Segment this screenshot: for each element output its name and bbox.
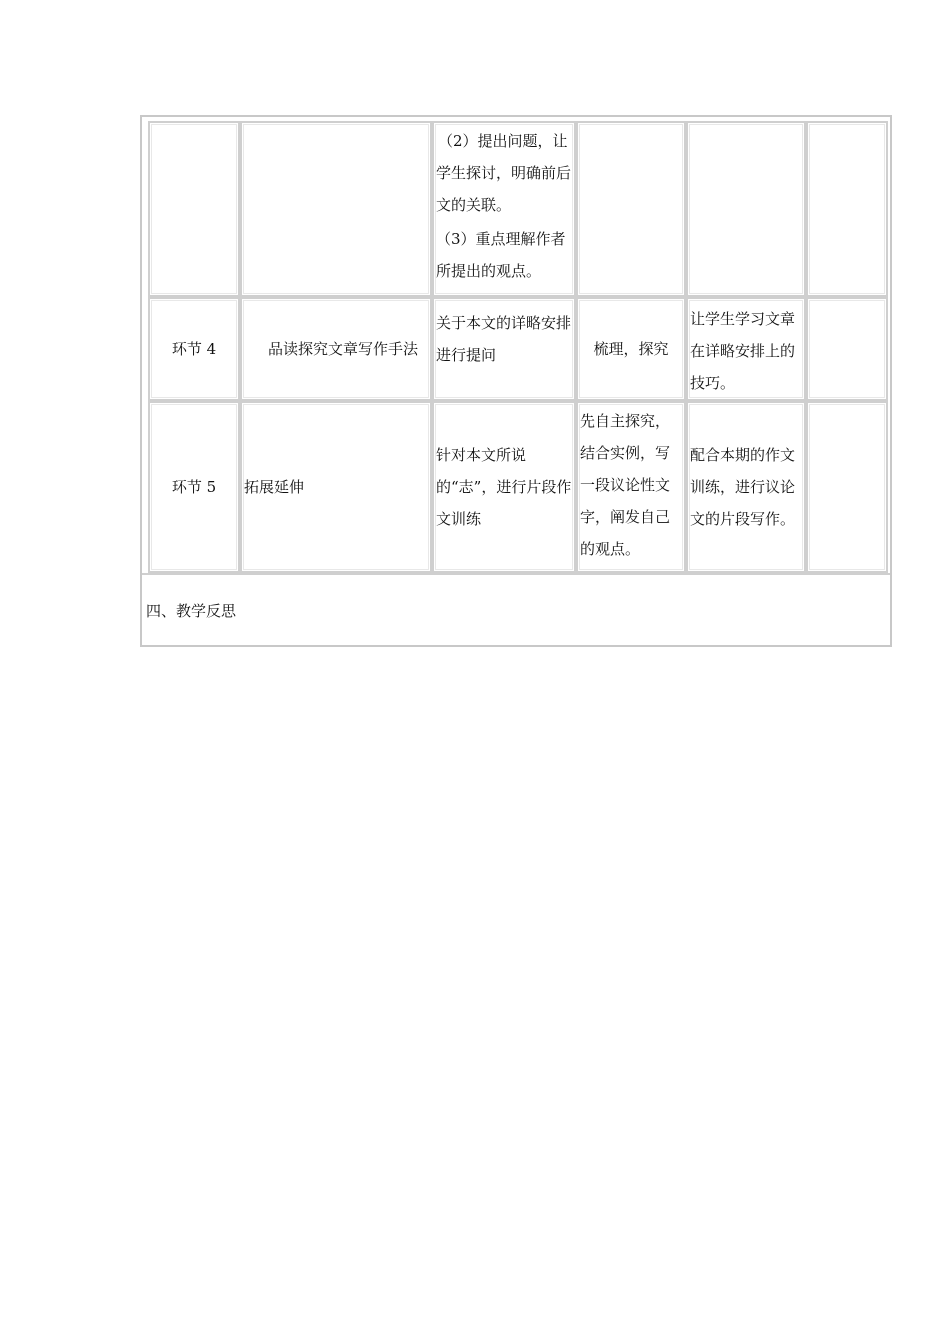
table-cell-empty bbox=[806, 401, 888, 573]
teacher-activity-cell bbox=[432, 401, 576, 573]
stage-label: 环节 5 bbox=[171, 478, 217, 496]
table-cell-empty bbox=[806, 121, 888, 297]
table-cell-empty bbox=[806, 297, 888, 401]
teacher-activity-item: （3）重点理解作者所提出的观点。 bbox=[436, 230, 566, 280]
lesson-plan-table bbox=[140, 115, 892, 647]
table-cell-empty bbox=[240, 121, 432, 297]
reflection-row bbox=[142, 573, 890, 645]
intent-text: 让学生学习文章在详略安排上的技巧。 bbox=[690, 310, 796, 392]
stage-cell bbox=[148, 297, 240, 401]
teacher-activity-text: 关于本文的详略安排进行提问 bbox=[436, 314, 572, 364]
content-cell bbox=[240, 401, 432, 573]
intent-cell bbox=[686, 401, 806, 573]
table-cell-empty bbox=[686, 121, 806, 297]
table-cell-empty bbox=[148, 121, 240, 297]
student-activity-cell bbox=[576, 297, 686, 401]
intent-cell bbox=[686, 297, 806, 401]
content-cell bbox=[240, 297, 432, 401]
student-activity-cell bbox=[576, 401, 686, 573]
content-label: 品读探究文章写作手法 bbox=[267, 340, 418, 358]
section-title: 四、教学反思 bbox=[146, 602, 237, 620]
stage-cell bbox=[148, 401, 240, 573]
teacher-activity-text: 针对本文所说的“志”，进行片段作文训练 bbox=[436, 446, 572, 528]
student-activity-text: 梳理，探究 bbox=[593, 340, 669, 358]
table-cell-empty bbox=[576, 121, 686, 297]
teacher-activity-item: （2）提出问题，让学生探讨，明确前后文的关联。 bbox=[436, 132, 572, 214]
teacher-activity-cell bbox=[432, 121, 576, 297]
student-activity-text: 先自主探究，结合实例，写一段议论性文字，阐发自己的观点。 bbox=[580, 412, 671, 558]
stage-label: 环节 4 bbox=[171, 340, 217, 358]
teacher-activity-cell bbox=[432, 297, 576, 401]
intent-text: 配合本期的作文训练，进行议论文的片段写作。 bbox=[690, 446, 796, 528]
content-label: 拓展延伸 bbox=[244, 478, 305, 496]
